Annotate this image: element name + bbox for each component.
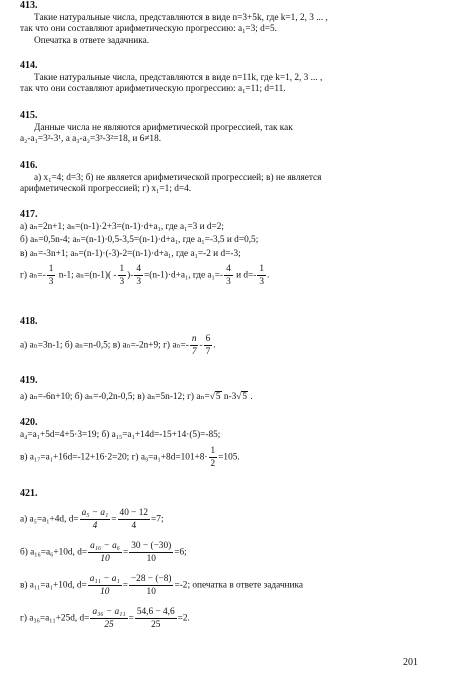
fraction: $\frac{\text{a₃₆ − a₁₁}}{25}$ xyxy=(92,606,126,630)
problem-421 xyxy=(20,488,438,631)
text-line: a₄=a₁+5d=4+5·3=19; б) a₁₅=a₁+14d=-15+14·(5)=-85; xyxy=(20,429,221,440)
text-line: так что они составляют арифметическую прогрессию: $a_1=11$; d=11. xyxy=(20,84,286,96)
formula-line: а) a₅=a₁+4d, d= $\frac{\text{a₅ − a₁}}{4}$ = $\frac{40 - 12}{4}$ =7; xyxy=(20,507,164,531)
fraction: $\frac{4}{3}$ xyxy=(136,264,142,288)
problem-number: 416. xyxy=(20,160,38,171)
fraction: $\frac{-28 - (-8)}{10}$ xyxy=(130,573,172,597)
problem-416 xyxy=(20,160,438,196)
fraction: $\frac{1}{2}$ xyxy=(210,446,216,470)
problem-413 xyxy=(20,0,438,47)
problem-number: 418. xyxy=(20,316,38,327)
formula-line: в) a₁₇=a₁+16d=-12+16·2=20; г) a₉=a₁+8d=101+8· $\frac{1}{2}$ =105. xyxy=(20,446,240,470)
text-line: Данные числа не являются арифметической прогрессией, так как xyxy=(34,122,293,133)
fraction: $\frac{1}{3}$ xyxy=(259,264,265,288)
fraction: $\frac{4}{3}$ xyxy=(226,264,231,288)
fraction: $\frac{\text{a₁₁ − a₁}}{10}$ xyxy=(89,573,120,597)
problem-417 xyxy=(20,209,438,288)
fraction: $\frac{1}{3}$ xyxy=(48,264,54,288)
formula-line: в) a₁₁=a₁+10d, d= $\frac{\text{a₁₁ − a₁}}{10}$ = $\frac{-28 - (-8)}{10}$ =-2; опечатка в ответе задачника xyxy=(20,573,304,597)
problem-414 xyxy=(20,60,438,96)
problem-number: 414. xyxy=(20,60,38,71)
text-line: а) aₙ=2n+1; aₙ=(n-1)·2+3=(n-1)·d+a₁, где a₁=3 и d=2; xyxy=(20,221,225,232)
problem-418 xyxy=(20,316,438,358)
text-line: a₂-a₁=3²-3¹, а a₃-a₂=3³-3²=18, и 6≠18. xyxy=(20,134,162,145)
problem-number: 415. xyxy=(20,110,38,121)
fraction: $\frac{40 - 12}{4}$ xyxy=(119,507,149,531)
problem-415 xyxy=(20,110,438,146)
formula-line: г) aₙ=- $\frac{1}{3}$ n-1; aₙ=(n-1)( - $\frac{1}{3}$ )- $\frac{4}{3}$ =(n-1)·d+a₁, где a₁=- $\frac{4}{3}$ и d=- $\frac{1}{3}$ . xyxy=(20,264,270,288)
problem-number: 420. xyxy=(20,417,38,428)
fraction: $\frac{n}{7}$ xyxy=(191,333,197,357)
problem-number: 419. xyxy=(20,375,38,386)
formula-line: а) aₙ=3n-1; б) aₙ=n-0,5; в) aₙ=-2n+9; г) aₙ=- $\frac{n}{7}$ - $\frac{6}{7}$ . xyxy=(20,333,216,357)
problem-number: 413. xyxy=(20,0,38,11)
fraction: $\frac{6}{7}$ xyxy=(205,333,211,357)
fraction: $\frac{54,6 - 4,6}{25}$ xyxy=(136,606,175,630)
text-line: в) aₙ=-3n+1; aₙ=(n-1)·(-3)-2=(n-1)·d+a₁, где a₁=-2 и d=-3; xyxy=(20,248,241,259)
problem-420 xyxy=(20,417,438,470)
text-line: Опечатка в ответе задачника. xyxy=(34,35,150,46)
text-line: Такие натуральные числа, представляются в виде n=11k, где k=1, 2, 3 ... , xyxy=(34,72,323,83)
text-line: б) aₙ=0,5n-4; aₙ=(n-1)·0,5-3,5=(n-1)·d+a₁, где a₁=-3,5 и d=0,5; xyxy=(20,235,259,246)
text-line: арифметической прогрессией; г) x₁=1; d=4. xyxy=(20,184,192,195)
formula-line: б) a₁₆=a₆+10d, d= $\frac{\text{a₁₆ − a₆}}{10}$ = $\frac{30 - (-30)}{10}$ =6; xyxy=(20,540,187,564)
fraction: $\frac{30 - (-30)}{10}$ xyxy=(131,540,172,564)
fraction: $\frac{\text{a₁₆ − a₆}}{10}$ xyxy=(90,540,121,564)
problem-number: 417. xyxy=(20,209,38,220)
page-number: 201 xyxy=(403,657,418,668)
fraction: $\frac{1}{3}$ xyxy=(119,264,125,288)
problem-419 xyxy=(20,375,438,403)
text-line: а) x₁=4; d=3; б) не является арифметической прогрессией; в) не является xyxy=(34,172,322,183)
text-line: так что они составляют арифметическую прогрессию: $a_1=3$; d=5. xyxy=(20,24,277,36)
problem-number: 421. xyxy=(20,488,38,499)
sqrt-symbol: √ xyxy=(236,391,242,402)
text-line: Такие натуральные числа, представляются в виде n=3+5k, где k=1, 2, 3 ... , xyxy=(34,12,328,23)
formula-line: г) a₃₆=a₁₁+25d, d= $\frac{\text{a₃₆ − a₁₁}}{25}$ = $\frac{54,6 - 4,6}{25}$ =2. xyxy=(20,606,190,630)
sqrt-symbol: √ xyxy=(209,391,215,402)
fraction: $\frac{\text{a₅ − a₁}}{4}$ xyxy=(81,507,109,531)
formula-line: а) aₙ=-6n+10; б) aₙ=-0,2n-0,5; в) aₙ=5n-12; г) aₙ=√5 n-3√5 . xyxy=(20,391,253,402)
